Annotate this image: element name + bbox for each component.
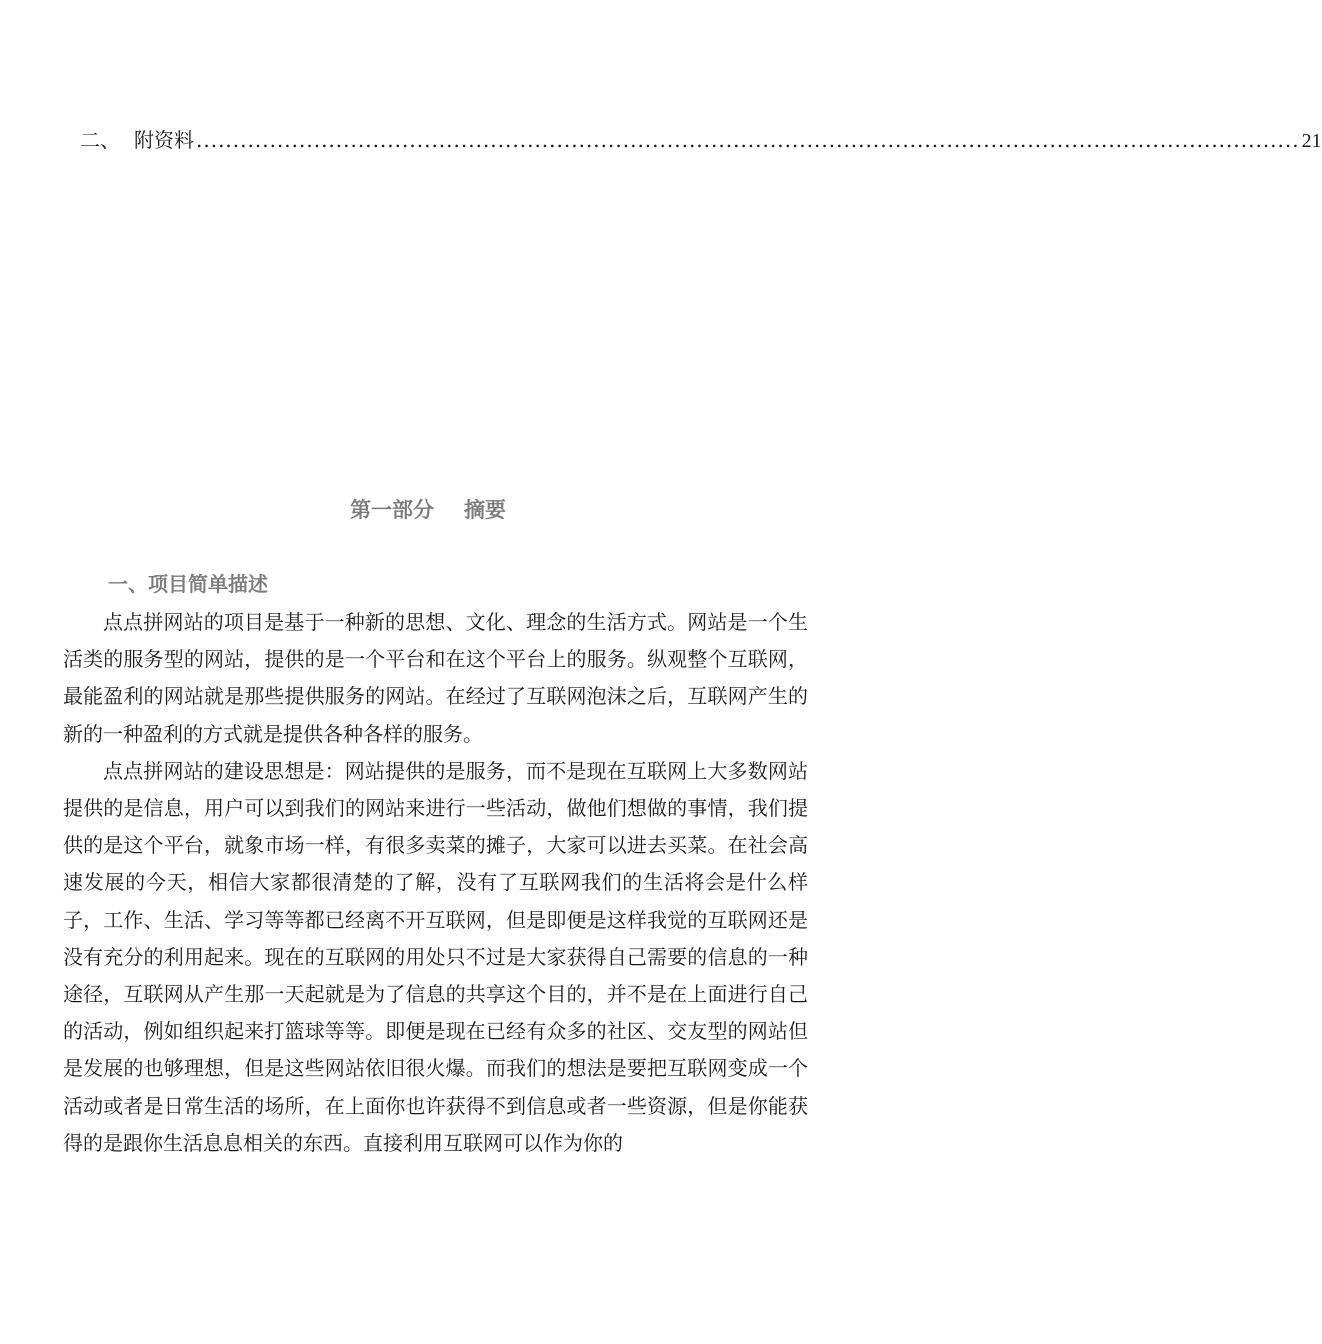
- toc-entry-page-number: 21: [1301, 130, 1322, 152]
- section-heading: 一、项目简单描述: [108, 572, 268, 596]
- paragraph: 点点拼网站的项目是基于一种新的思想、文化、理念的生活方式。网站是一个生活类的服务型的网站，提供的是一个平台和在这个平台上的服务。纵观整个互联网，最能盈利的网站就是那些提供服务的网站。在经过了互联网泡沫之后，互联网产生的新的一种盈利的方式就是提供各种各样的服务。: [63, 610, 808, 746]
- part-title-name: 摘要: [464, 498, 506, 522]
- paragraph: 点点拼网站的建设思想是：网站提供的是服务，而不是现在互联网上大多数网站提供的是信息，用户可以到我们的网站来进行一些活动，做他们想做的事情，我们提供的是这个平台，就象市场一样，有很多卖菜的摊子，大家可以进去买菜。在社会高速发展的今天，相信大家都很清楚的了解，没有了互联网我们的生活将会是什么样子，工作、生活、学习等等都已经离不开互联网，但是即便是这样我觉的互联网还是没有充分的利用起来。现在的互联网的用处只不过是大家获得自己需要的信息的一种途径，互联网从产生那一天起就是为了信息的共享这个目的，并不是在上面进行自己的活动，例如组织起来打篮球等等。即便是现在已经有众多的社区、交友型的网站但是发展的也够理想，但是这些网站依旧很火爆。而我们的想法是要把互联网变成一个活动或者是日常生活的场所，在上面你也许获得不到信息或者一些资源，但是你能获得的是跟你生活息息相关的东西。直接利用互联网可以作为你的: [63, 758, 808, 1155]
- part-title: [0, 494, 856, 524]
- toc-entry-number: 二、: [80, 128, 120, 152]
- toc-entry: [80, 124, 1322, 152]
- toc-leader-dots: ......................................................................................................................................................: [196, 128, 1300, 152]
- body-text: [63, 604, 808, 1162]
- part-title-label: 第一部分: [350, 498, 434, 522]
- toc-entry-label: 附资料: [134, 128, 194, 152]
